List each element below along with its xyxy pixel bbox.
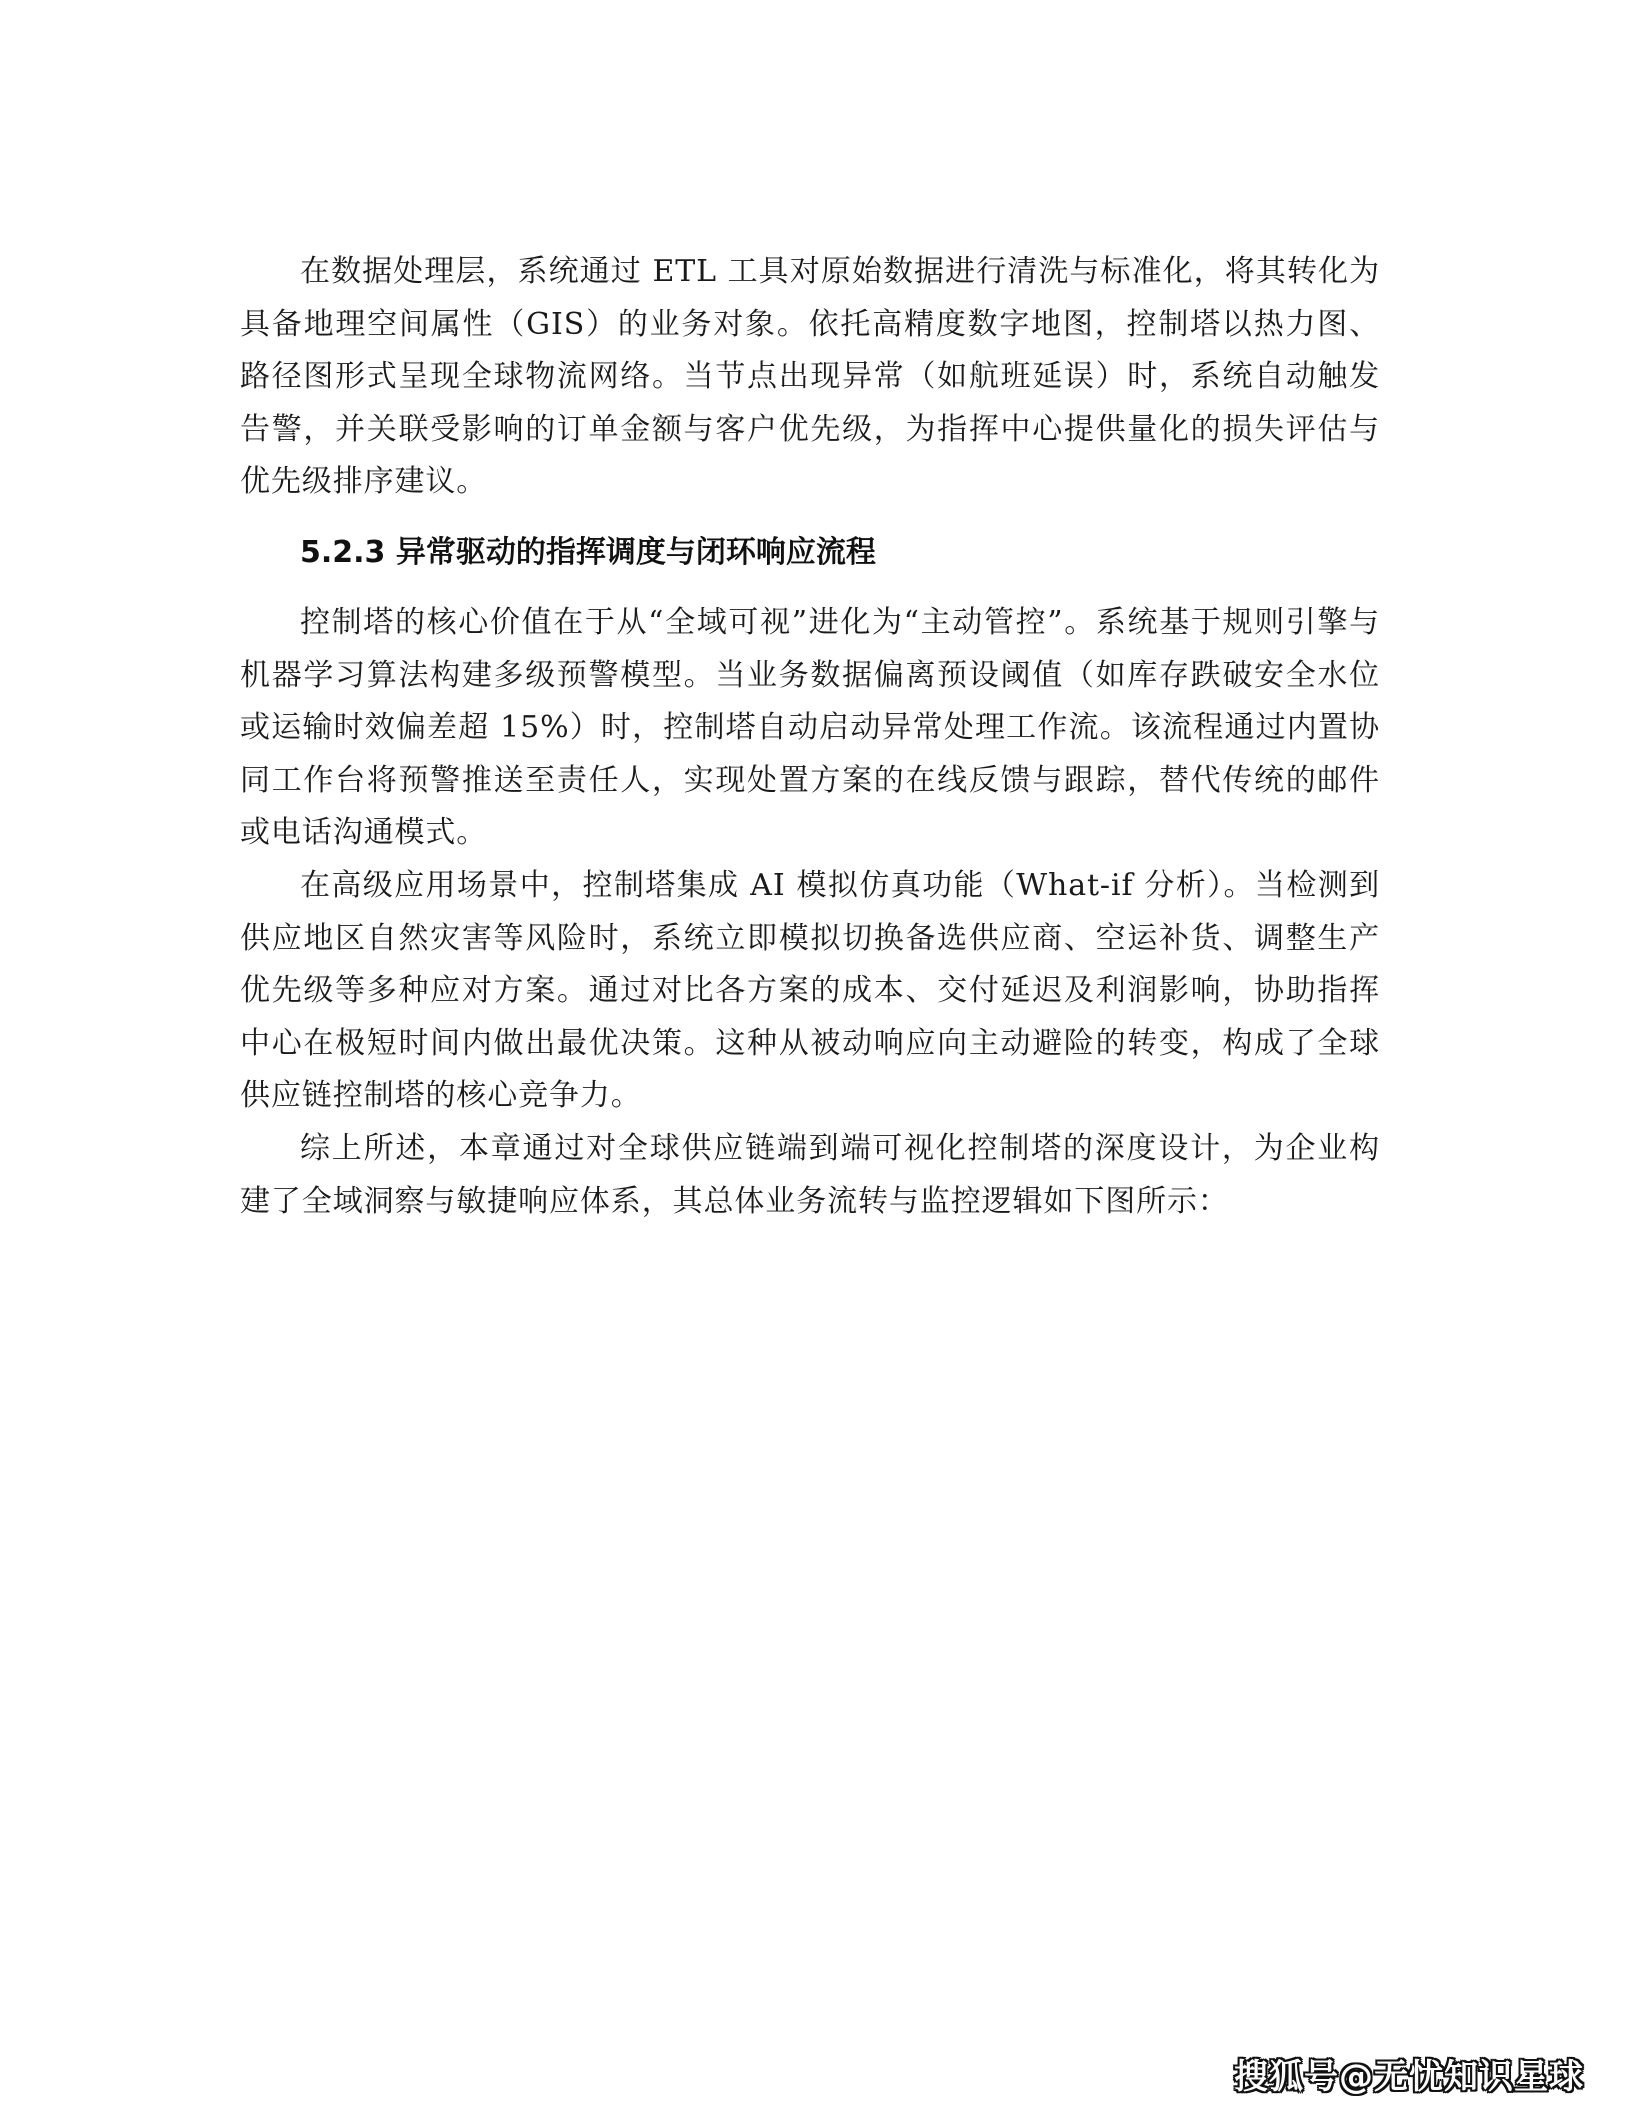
section-heading: 5.2.3 异常驱动的指挥调度与闭环响应流程 [300, 534, 876, 570]
paragraph-core-value: 控制塔的核心价值在于从“全域可视”进化为“主动管控”。系统基于规则引擎与机器学习算法构建多级预警模型。当业务数据偏离预设阈值（如库存跌破安全水位或运输时效偏差超 15%）时，控制塔自动启动异常处理工作流。该流程通过内置协同工作台将预警推送至责任人，实现处置方案的在线反馈与跟踪，替代传统的邮件或电话沟通模式。 [240, 604, 1380, 851]
paragraph-data-processing: 在数据处理层，系统通过 ETL 工具对原始数据进行清洗与标准化，将其转化为具备地理空间属性（GIS）的业务对象。依托高精度数字地图，控制塔以热力图、路径图形式呈现全球物流网络。当节点出现异常（如航班延误）时，系统自动触发告警，并关联受影响的订单金额与客户优先级，为指挥中心提供量化的损失评估与优先级排序建议。 [240, 254, 1380, 500]
paragraph-advanced-scenarios: 在高级应用场景中，控制塔集成 AI 模拟仿真功能（What-if 分析）。当检测到供应地区自然灾害等风险时，系统立即模拟切换备选供应商、空运补货、调整生产优先级等多种应对方案。通过对比各方案的成本、交付延迟及利润影响，协助指挥中心在极短时间内做出最优决策。这种从被动响应向主动避险的转变，构成了全球供应链控制塔的核心竞争力。 [240, 867, 1380, 1114]
watermark: 搜狐号@无忧知识星球 [1234, 2057, 1584, 2097]
document-body [240, 246, 1380, 1228]
paragraph-summary: 综上所述，本章通过对全球供应链端到端可视化控制塔的深度设计，为企业构建了全域洞察与敏捷响应体系，其总体业务流转与监控逻辑如下图所示： [240, 1130, 1380, 1219]
